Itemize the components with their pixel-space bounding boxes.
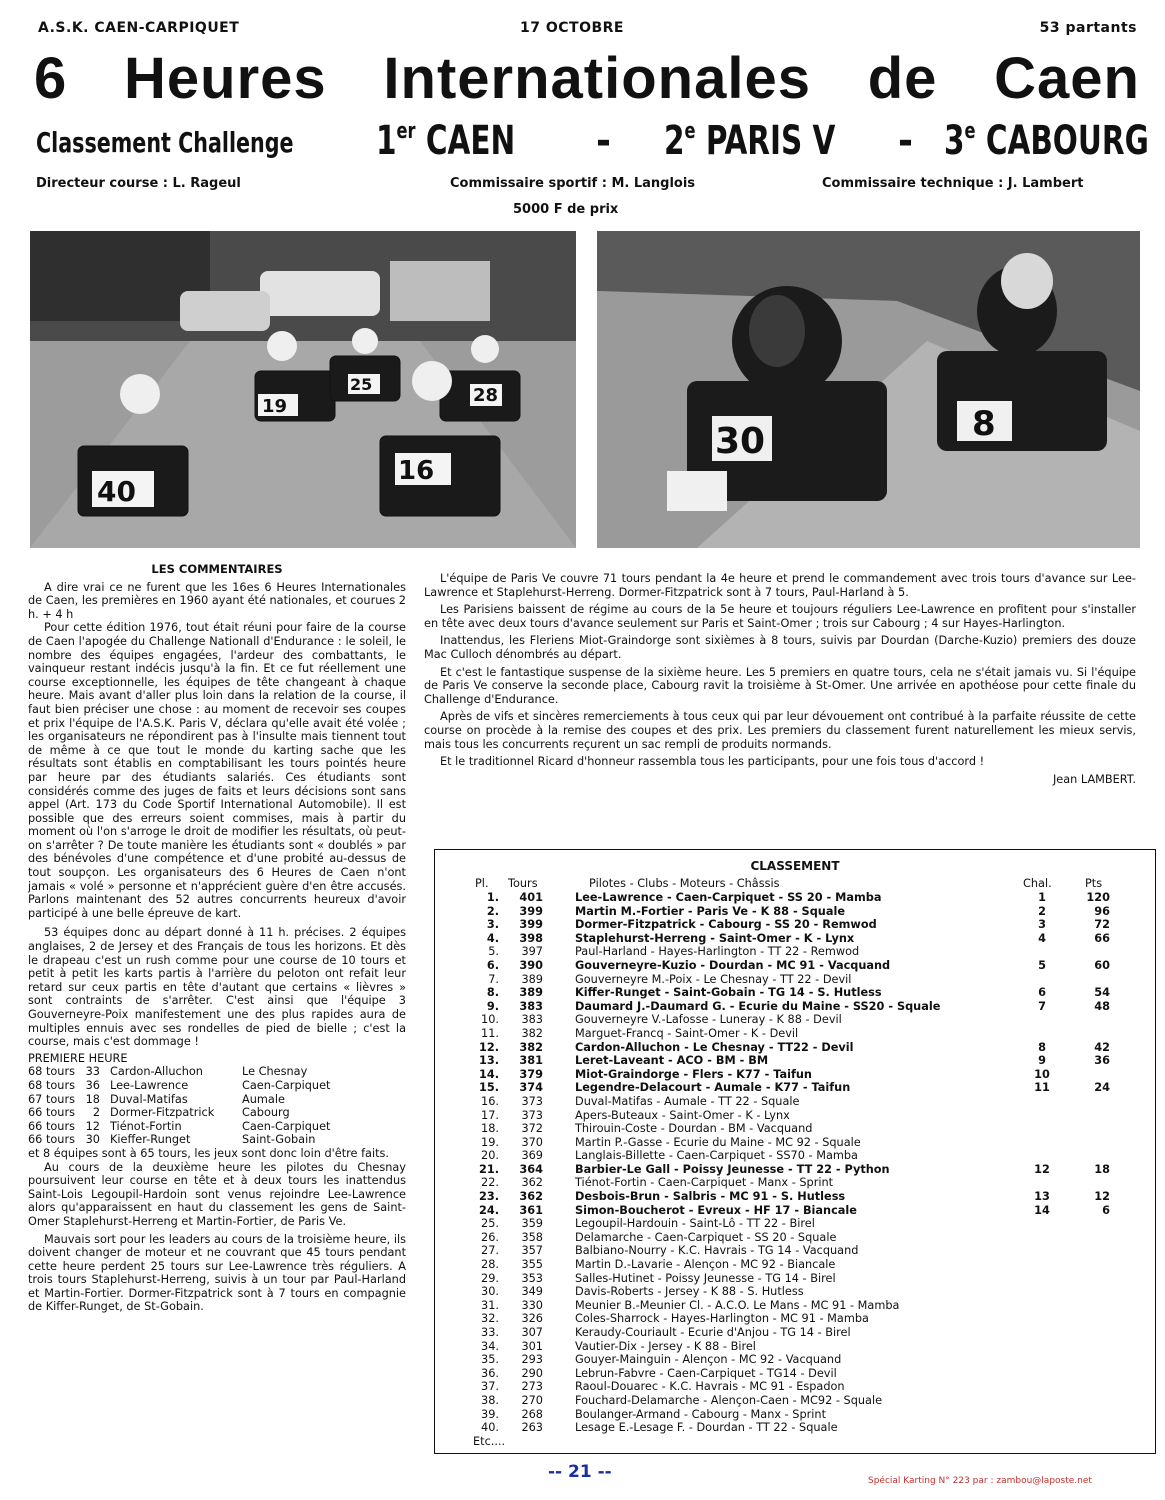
rank-description: Boulanger-Armand - Cabourg - Manx - Sprint xyxy=(575,1407,827,1421)
kart-number-19: 19 xyxy=(262,396,288,417)
rank-laps: 370 xyxy=(521,1135,543,1149)
rank-description: Duval-Matifas - Aumale - TT 22 - Squale xyxy=(575,1094,800,1108)
rank-place: 14. xyxy=(478,1067,499,1081)
rank-points: 6 xyxy=(1102,1203,1110,1217)
rank-laps: 382 xyxy=(521,1026,543,1040)
classement-row xyxy=(435,1000,1155,1014)
rank-place: 2. xyxy=(486,904,499,918)
rank-description: Langlais-Billette - Caen-Carpiquet - SS70 - Mamba xyxy=(575,1149,858,1163)
rank-description: Vautier-Dix - Jersey - K 88 - Birel xyxy=(575,1339,756,1353)
rank-place: 11. xyxy=(481,1026,499,1040)
club-name: A.S.K. CAEN-CARPIQUET xyxy=(38,20,240,36)
author-signature: Jean LAMBERT. xyxy=(1052,772,1136,786)
separator-dash: - xyxy=(898,118,913,164)
kart-number-8: 8 xyxy=(972,404,996,444)
header-description: Pilotes - Clubs - Moteurs - Châssis xyxy=(589,877,780,890)
classement-row xyxy=(435,1408,1155,1422)
rank-description: Legendre-Delacourt - Aumale - K77 - Taifun xyxy=(575,1081,851,1095)
rank-description: Paul-Harland - Hayes-Harlington - TT 22 - Remwod xyxy=(575,945,860,959)
header-challenge: Chal. xyxy=(1023,877,1052,890)
rank-points: 12 xyxy=(1094,1190,1110,1204)
rank-challenge: 3 xyxy=(1038,918,1046,932)
classement-row xyxy=(435,1326,1155,1340)
rank-description: Lee-Lawrence - Caen-Carpiquet - SS 20 - Mamba xyxy=(575,891,882,904)
rank-place: 6. xyxy=(486,958,499,972)
first-hour-row: 66 tours 2 Dormer-Fitzpatrick Cabourg xyxy=(28,1106,290,1120)
prize-money: 5000 F de prix xyxy=(513,202,619,217)
rank-laps: 349 xyxy=(521,1285,543,1299)
kart-race-photo-right xyxy=(597,231,1140,548)
rank-laps: 290 xyxy=(521,1366,543,1380)
classement-row xyxy=(435,1353,1155,1367)
rank-description: Martin M.-Fortier - Paris Ve - K 88 - Squale xyxy=(575,904,845,918)
rank-place: 26. xyxy=(481,1230,499,1244)
rank-challenge: 2 xyxy=(1038,904,1046,918)
rank-place: 28. xyxy=(481,1258,499,1272)
photo-karts-pack xyxy=(30,231,576,548)
rank-place: 25. xyxy=(481,1217,499,1231)
kart-number-25: 25 xyxy=(350,375,373,394)
rank-description: Gouyer-Mainguin - Alençon - MC 92 - Vacquand xyxy=(575,1353,842,1367)
rank-description: Coles-Sharrock - Hayes-Harlington - MC 91 - Mamba xyxy=(575,1312,869,1326)
rank-points: 18 xyxy=(1094,1162,1110,1176)
rank-place: 20. xyxy=(481,1149,499,1163)
classement-header-row xyxy=(435,877,1155,891)
rank-description: Kiffer-Runget - Saint-Gobain - TG 14 - S. Hutless xyxy=(575,986,882,1000)
rank-challenge: 7 xyxy=(1038,999,1046,1013)
rank-description: Apers-Buteaux - Saint-Omer - K - Lynx xyxy=(575,1108,790,1122)
rank-place: 12. xyxy=(478,1040,499,1054)
challenge-ranking-line xyxy=(36,116,1149,166)
rank-challenge: 10 xyxy=(1034,1067,1050,1081)
rank-laps: 389 xyxy=(521,972,543,986)
classement-row xyxy=(435,1421,1155,1435)
rank-laps: 358 xyxy=(521,1230,543,1244)
rank-place: 30. xyxy=(481,1285,499,1299)
rank-description: Martin P.-Gasse - Ecurie du Maine - MC 92 - Squale xyxy=(575,1135,861,1149)
rank-laps: 293 xyxy=(521,1353,543,1367)
rank-place: 24. xyxy=(478,1203,499,1217)
race-report-column xyxy=(424,572,1136,786)
classement-title: CLASSEMENT xyxy=(750,859,840,873)
rank-points: 54 xyxy=(1094,986,1110,1000)
credit-line: Spécial Karting N° 223 par : zambou@laposte.net xyxy=(868,1476,1092,1486)
rank-description: Raoul-Douarec - K.C. Havrais - MC 91 - Espadon xyxy=(575,1380,845,1394)
rank-place: 18. xyxy=(481,1122,499,1136)
rank-challenge: 5 xyxy=(1038,958,1046,972)
rank-laps: 326 xyxy=(521,1312,543,1326)
classement-table xyxy=(434,849,1156,1454)
classement-row xyxy=(435,1312,1155,1326)
kart-race-photo-left xyxy=(30,231,576,548)
rank-points: 36 xyxy=(1094,1054,1110,1068)
kart-number-40: 40 xyxy=(97,475,136,508)
rank-laps: 362 xyxy=(519,1190,543,1204)
rank-laps: 373 xyxy=(521,1108,543,1122)
classement-row xyxy=(435,1204,1155,1218)
rank-laps: 270 xyxy=(521,1393,543,1407)
rank-place: 32. xyxy=(481,1312,499,1326)
commentary-paragraph: 53 équipes donc au départ donné à 11 h. précises. 2 équipes anglaises, 2 de Jersey et des Français de tous les horizons. Et dès le drapeau c'est un rush comme pour une course de 10 tours et petit à petit les karts partis à l'arrière du peloton ont refait leur retard sur ceux partis en tête d'autant que certains « lièvres » sont contraints de s'arrêter. C'est ainsi que l'équipe 3 Gouverneyre-Poix manifestement une des plus rapides aura de multiples ennuis avec ses rondelles de pied de bielle ; c'est la course, mais c'est dommage ! xyxy=(28,926,406,1049)
rank-challenge: 9 xyxy=(1038,1054,1046,1068)
sport-commissioner: Commissaire sportif : M. Langlois xyxy=(450,176,696,191)
rank-place: 17. xyxy=(481,1108,499,1122)
classement-row xyxy=(435,932,1155,946)
report-paragraph: Et c'est le fantastique suspense de la sixième heure. Les 5 premiers en quatre tours, cela ne s'était jamais vu. Si l'équipe de Paris Ve conserve la seconde place, Cabourg ravit la troisième à St-Omer. Une arrivée en apothéose pour cette finale du Challenge d'Endurance. xyxy=(424,665,1136,706)
rank-description: Fouchard-Delamarche - Alençon-Caen - MC92 - Squale xyxy=(575,1393,883,1407)
officials-line xyxy=(36,176,1140,196)
kart-number-30: 30 xyxy=(715,421,766,462)
report-paragraph: Après de vifs et sincères remerciements à tous ceux qui par leur dévouement ont contribué à la parfaite réussite de cette course on procède à la remise des coupes et des prix. Les premiers du classement furent naturellement les mieux servis, mais tous les concurrents reçurent un sac rempli de produits normands. xyxy=(424,710,1136,751)
classement-row xyxy=(435,1340,1155,1354)
rank-place: 35. xyxy=(481,1353,499,1367)
commentary-heading: LES COMMENTAIRES xyxy=(151,562,283,576)
rank-points: 72 xyxy=(1094,918,1110,932)
classement-row xyxy=(435,1217,1155,1231)
challenge-third: 3e CABOURG xyxy=(944,118,1149,164)
rank-laps: 263 xyxy=(521,1421,543,1435)
rank-points: 60 xyxy=(1094,958,1110,972)
first-hour-row: 68 tours 33 Cardon-Alluchon Le Chesnay xyxy=(28,1065,308,1079)
challenge-label: Classement Challenge xyxy=(36,126,294,159)
classement-row xyxy=(435,1109,1155,1123)
classement-row xyxy=(435,1095,1155,1109)
rank-place: 34. xyxy=(481,1339,499,1353)
rank-laps: 381 xyxy=(519,1054,543,1068)
rank-place: 31. xyxy=(481,1298,499,1312)
rank-place: Etc.... xyxy=(473,1434,506,1448)
rank-description: Keraudy-Couriault - Ecurie d'Anjou - TG 14 - Birel xyxy=(575,1326,851,1339)
classement-row xyxy=(435,1285,1155,1299)
rank-description: Dormer-Fitzpatrick - Cabourg - SS 20 - Remwod xyxy=(575,918,877,932)
rank-laps: 383 xyxy=(521,1013,543,1027)
rank-place: 1. xyxy=(486,891,499,904)
rank-description: Salles-Hutinet - Poissy Jeunesse - TG 14 - Birel xyxy=(575,1271,836,1285)
classement-row xyxy=(435,1041,1155,1055)
rank-laps: 369 xyxy=(521,1149,543,1163)
rank-laps: 401 xyxy=(519,891,543,904)
rank-place: 33. xyxy=(481,1326,499,1339)
classement-row xyxy=(435,1394,1155,1408)
classement-row xyxy=(435,891,1155,905)
entrant-count: 53 partants xyxy=(1039,20,1137,36)
rank-place: 38. xyxy=(481,1393,499,1407)
rank-laps: 357 xyxy=(521,1244,543,1258)
rank-place: 29. xyxy=(481,1271,499,1285)
rank-laps: 364 xyxy=(519,1162,543,1176)
rank-laps: 307 xyxy=(521,1326,543,1339)
rank-place: 9. xyxy=(486,999,499,1013)
classement-row xyxy=(435,1136,1155,1150)
classement-row xyxy=(435,918,1155,932)
rank-points: 120 xyxy=(1086,891,1110,904)
classement-row xyxy=(435,1068,1155,1082)
first-hour-heading: PREMIERE HEURE xyxy=(28,1051,128,1065)
rank-points: 42 xyxy=(1094,1040,1110,1054)
rank-laps: 383 xyxy=(519,999,543,1013)
rank-place: 39. xyxy=(481,1407,499,1421)
rank-laps: 399 xyxy=(519,918,543,932)
rank-laps: 353 xyxy=(521,1271,543,1285)
rank-description: Legoupil-Hardouin - Saint-Lô - TT 22 - Birel xyxy=(575,1217,815,1231)
first-hour-row: 68 tours 36 Lee-Lawrence Caen-Carpiquet xyxy=(28,1078,331,1092)
rank-laps: 399 xyxy=(519,904,543,918)
rank-points: 66 xyxy=(1094,931,1110,945)
rank-description: Meunier B.-Meunier Cl. - A.C.O. Le Mans - MC 91 - Mamba xyxy=(575,1298,900,1312)
kart-number-16: 16 xyxy=(398,456,435,486)
rank-place: 23. xyxy=(478,1190,499,1204)
rank-description: Simon-Boucherot - Evreux - HF 17 - Biancale xyxy=(575,1203,857,1217)
rank-place: 4. xyxy=(486,931,499,945)
rank-place: 7. xyxy=(488,972,499,986)
rank-place: 27. xyxy=(481,1244,499,1258)
commentary-paragraph: et 8 équipes sont à 65 tours, les jeux sont donc loin d'être faits. xyxy=(28,1146,390,1160)
separator-dash: - xyxy=(596,118,611,164)
rank-description: Miot-Graindorge - Flers - K77 - Taifun xyxy=(575,1067,812,1081)
rank-laps: 389 xyxy=(519,986,543,1000)
technical-commissioner: Commissaire technique : J. Lambert xyxy=(822,176,1084,191)
rank-place: 19. xyxy=(481,1135,499,1149)
rank-place: 8. xyxy=(486,986,499,1000)
classement-row xyxy=(435,905,1155,919)
challenge-first: 1er CAEN xyxy=(376,118,516,164)
rank-laps: 397 xyxy=(521,945,543,959)
commentary-paragraph: Mauvais sort pour les leaders au cours de la troisième heure, ils doivent changer de moteur et ne couvrant que 45 tours pendant cette heure perdent 25 tours sur Lee-Lawrence très réguliers. A trois tours Staplehurst-Herreng, suivis à un tour par Paul-Harland et Martin-Fortier. Dormer-Fitzpatrick sont à 7 tours en compagnie de Kiffer-Runget, de St-Gobain. xyxy=(28,1232,406,1314)
classement-rows xyxy=(435,891,1155,1448)
rank-description: Leret-Laveant - ACO - BM - BM xyxy=(575,1054,769,1068)
rank-laps: 359 xyxy=(521,1217,543,1231)
rank-challenge: 1 xyxy=(1038,891,1046,904)
classement-row xyxy=(435,1163,1155,1177)
classement-row xyxy=(435,1122,1155,1136)
header-points: Pts xyxy=(1085,877,1103,890)
rank-place: 36. xyxy=(481,1366,499,1380)
rank-challenge: 13 xyxy=(1034,1190,1050,1204)
rank-laps: 355 xyxy=(521,1258,543,1272)
classement-row xyxy=(435,1190,1155,1204)
rank-place: 22. xyxy=(481,1176,499,1190)
header-laps: Tours xyxy=(508,877,538,890)
classement-row xyxy=(435,1272,1155,1286)
rank-place: 37. xyxy=(481,1380,499,1394)
challenge-second: 2e PARIS V xyxy=(664,118,836,164)
report-paragraph: Et le traditionnel Ricard d'honneur rassembla tous les participants, pour une fois tous d'accord ! xyxy=(440,755,985,769)
rank-description: Barbier-Le Gall - Poissy Jeunesse - TT 22 - Python xyxy=(575,1162,890,1176)
classement-row xyxy=(435,1054,1155,1068)
rank-description: Martin D.-Lavarie - Alençon - MC 92 - Biancale xyxy=(575,1258,836,1272)
rank-challenge: 12 xyxy=(1034,1162,1050,1176)
rank-laps: 372 xyxy=(521,1122,543,1136)
rank-points: 96 xyxy=(1094,904,1110,918)
rank-description: Gouverneyre V.-Lafosse - Luneray - K 88 - Devil xyxy=(575,1013,842,1027)
classement-row xyxy=(435,1299,1155,1313)
rank-description: Lesage E.-Lesage F. - Dourdan - TT 22 - Squale xyxy=(575,1421,838,1435)
rank-laps: 330 xyxy=(521,1298,543,1312)
classement-row xyxy=(435,1367,1155,1381)
classement-row xyxy=(435,1244,1155,1258)
rank-challenge: 8 xyxy=(1038,1040,1046,1054)
rank-description: Gouverneyre M.-Poix - Le Chesnay - TT 22 - Devil xyxy=(575,972,852,986)
rank-laps: 382 xyxy=(519,1040,543,1054)
rank-description: Cardon-Alluchon - Le Chesnay - TT22 - Devil xyxy=(575,1040,854,1054)
rank-challenge: 4 xyxy=(1038,931,1046,945)
rank-challenge: 11 xyxy=(1034,1081,1050,1095)
rank-description: Delamarche - Caen-Carpiquet - SS 20 - Squale xyxy=(575,1230,837,1244)
classement-row xyxy=(435,973,1155,987)
rank-laps: 379 xyxy=(519,1067,543,1081)
classement-row xyxy=(435,1081,1155,1095)
rank-description: Staplehurst-Herreng - Saint-Omer - K - Lynx xyxy=(575,931,855,945)
report-paragraph: L'équipe de Paris Ve couvre 71 tours pendant la 4e heure et prend le commandement avec trois tours d'avance sur Lee-Lawrence et Staplehurst-Herreng. Dormer-Fitzpatrick sont à 7 tours, Paul-Harland à 5. xyxy=(424,572,1136,599)
commentary-paragraph: Pour cette édition 1976, tout était réuni pour faire de la course de Caen l'apogée du Challenge Nationall d'Endurance : le soleil, le nombre des équipes engagées, l'ardeur des combattants, le vainqueur restant indécis jusqu'à la fin. Et ce fut réellement une course exceptionnelle, les équipes de tête changeant à chaque heure. Mais avant d'aller plus loin dans la relation de la course, il faut bien préciser une chose : au moment de recevoir ses coupes et prix l'équipe de l'A.S.K. Paris V, déclara qu'elle avait été volée ; les organisateurs ne répondirent pas à l'insulte mais tiennent tout de même à ce que tout le monde du karting sache que les résultats sont établis en comptabilisant les tours pointés heure par heure par des étudiants salariés. Ces étudiants sont considérés comme des juges de faits et leurs décisions sont sans appel (Art. 173 du Code Sportif International Automobile). Il est possible que des erreurs soient commises, mais à partir du moment où l'on s'arroge le droit de modifier les résultats, où peut-on s'arrêter ? De toute manière les étudiants sont « doublés » par des bénévoles d'une compétence et d'une probité au-dessus de tout soupçon. Les organisateurs des 6 Heures de Caen n'ont jamais « volé » personne et n'apprécient guère d'en être accusés. Parlons maintenant des 52 autres concurrents heureux d'avoir participé à une belle épreuve de kart. xyxy=(28,621,406,920)
classement-row xyxy=(435,1149,1155,1163)
rank-challenge: 6 xyxy=(1038,986,1046,1000)
rank-laps: 362 xyxy=(521,1176,543,1190)
rank-description: Desbois-Brun - Salbris - MC 91 - S. Hutless xyxy=(575,1190,846,1204)
rank-description: Tiénot-Fortin - Caen-Carpiquet - Manx - Sprint xyxy=(575,1176,834,1190)
rank-description: Daumard J.-Daumard G. - Ecurie du Maine - SS20 - Squale xyxy=(575,999,941,1013)
classement-row xyxy=(435,1380,1155,1394)
rank-place: 15. xyxy=(478,1081,499,1095)
rank-laps: 390 xyxy=(519,958,543,972)
rank-laps: 398 xyxy=(519,931,543,945)
photo-karts-duel xyxy=(597,231,1140,548)
first-hour-row: 67 tours 18 Duval-Matifas Aumale xyxy=(28,1092,285,1106)
classement-row xyxy=(435,959,1155,973)
race-director: Directeur course : L. Rageul xyxy=(36,176,241,191)
rank-description: Davis-Roberts - Jersey - K 88 - S. Hutless xyxy=(575,1285,804,1299)
rank-laps: 361 xyxy=(519,1203,543,1217)
report-paragraph: Les Parisiens baissent de régime au cours de la 5e heure et toujours réguliers Lee-Lawrence en profitent pour s'installer en tête avec deux tours d'avance seulement sur Paris et Saint-Omer ; trois sur Cabourg ; 4 sur Hayes-Harlington. xyxy=(424,603,1136,630)
kart-number-28: 28 xyxy=(473,385,499,406)
first-hour-table xyxy=(28,1065,406,1147)
rank-laps: 373 xyxy=(521,1094,543,1108)
event-date: 17 OCTOBRE xyxy=(520,20,624,36)
commentary-column xyxy=(28,563,406,1314)
rank-laps: 374 xyxy=(519,1081,543,1095)
report-paragraph: Inattendus, les Fleriens Miot-Graindorge sont sixièmes à 8 tours, suivis par Dourdan (Darche-Kuzio) premiers des douze Mac Culloch dénombrés au départ. xyxy=(424,634,1136,661)
commentary-paragraph: Au cours de la deuxième heure les pilotes du Chesnay poursuivent leur course en tête et à deux tours les inattendus Saint-Lois Legoupil-Hardoin sont venus rejoindre Lee-Lawrence alors qu'apparaissent en haut du classement les gens de Saint-Omer Staplehurst-Herreng et Martin-Fortier, de Paris Ve. xyxy=(28,1160,406,1228)
rank-description: Lebrun-Fabvre - Caen-Carpiquet - TG14 - Devil xyxy=(575,1366,837,1380)
classement-row xyxy=(435,1258,1155,1272)
rank-description: Thirouin-Coste - Dourdan - BM - Vacquand xyxy=(575,1122,813,1136)
rank-challenge: 14 xyxy=(1034,1203,1050,1217)
rank-place: 21. xyxy=(478,1162,499,1176)
rank-laps: 301 xyxy=(521,1339,543,1353)
rank-place: 5. xyxy=(488,945,499,959)
rank-laps: 268 xyxy=(521,1407,543,1421)
first-hour-row: 66 tours 30 Kieffer-Runget Saint-Gobain xyxy=(28,1133,316,1147)
rank-points: 24 xyxy=(1094,1081,1110,1095)
classement-row xyxy=(435,1231,1155,1245)
rank-description: Marguet-Francq - Saint-Omer - K - Devil xyxy=(575,1026,799,1040)
commentary-paragraph: A dire vrai ce ne furent que les 16es 6 Heures Internationales de Caen, les premières en 1960 ayant été nationales, et courues 2 h. + 4 h xyxy=(28,580,406,621)
rank-description: Gouverneyre-Kuzio - Dourdan - MC 91 - Vacquand xyxy=(575,958,891,972)
classement-row xyxy=(435,1176,1155,1190)
rank-laps: 273 xyxy=(521,1380,543,1394)
rank-place: 40. xyxy=(481,1421,499,1435)
page-number: -- 21 -- xyxy=(548,1462,612,1482)
rank-place: 10. xyxy=(481,1013,499,1027)
page-title: 6 Heures Internationales de Caen xyxy=(34,46,1140,111)
header-place: Pl. xyxy=(475,877,489,890)
rank-place: 3. xyxy=(486,918,499,932)
classement-row xyxy=(435,945,1155,959)
rank-points: 48 xyxy=(1094,999,1110,1013)
rank-description: Balbiano-Nourry - K.C. Havrais - TG 14 - Vacquand xyxy=(575,1244,859,1258)
classement-row xyxy=(435,986,1155,1000)
first-hour-row: 66 tours 12 Tiénot-Fortin Caen-Carpiquet xyxy=(28,1119,331,1133)
rank-place: 13. xyxy=(478,1054,499,1068)
classement-row xyxy=(435,1027,1155,1041)
classement-row xyxy=(435,1013,1155,1027)
rank-place: 16. xyxy=(481,1094,499,1108)
classement-row xyxy=(435,1435,1155,1449)
masthead-row xyxy=(38,20,1137,42)
